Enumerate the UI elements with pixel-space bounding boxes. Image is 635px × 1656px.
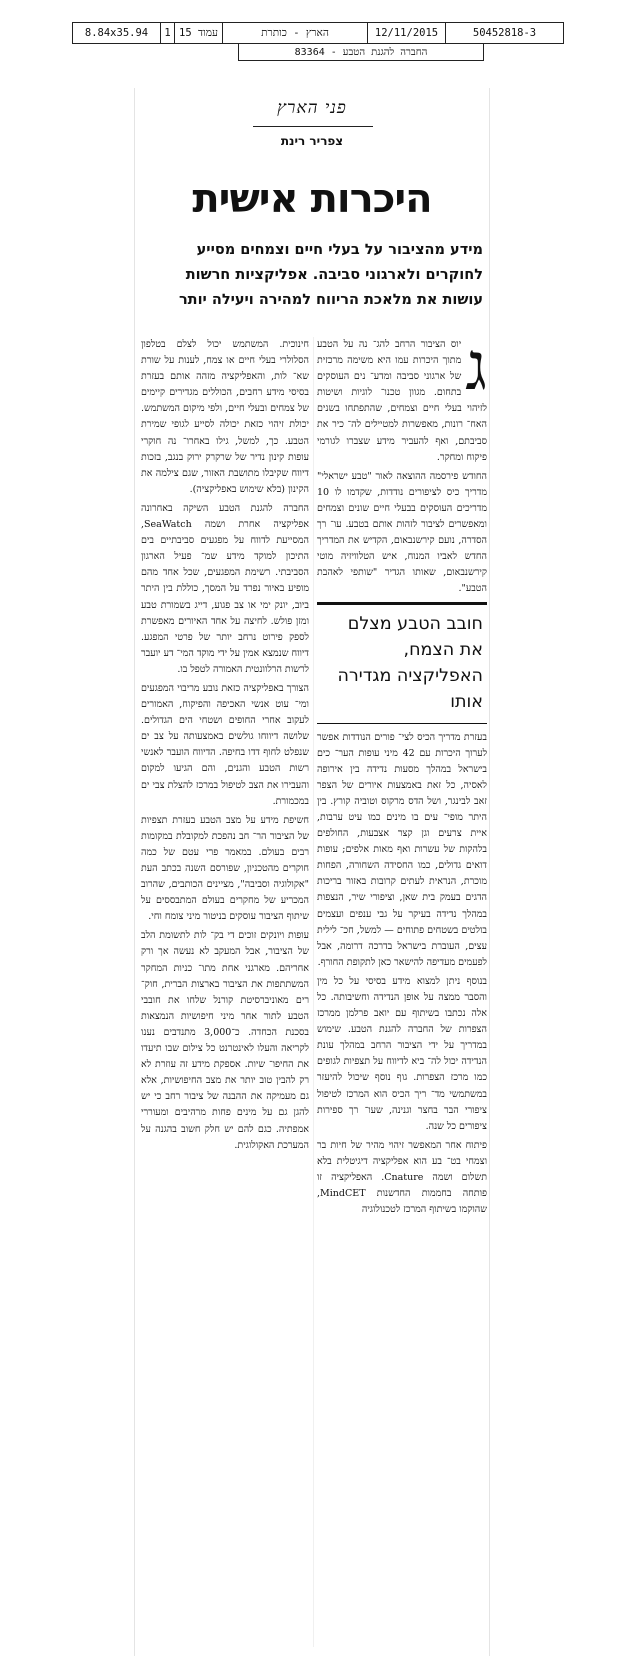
source-cell: הארץ - כותרת bbox=[223, 23, 368, 43]
article-column-left bbox=[141, 337, 309, 1652]
column-divider bbox=[313, 337, 314, 1647]
id-cell: 50452818-3 bbox=[472, 27, 537, 39]
paragraph: חינוכית. המשתמש יכול לצלם בטלפון הסלולרי בעלי חיים או צמח, לענות על שורת שא־ לות, והאפליקציה מזהה אותם בעזרת בסיסי מידע רחבים, הכוללים מגדירים קיימים של צמחים ובעלי חיים, ולפי מיקום המשתמש. יכולת זיהוי כזאת יכולה לסייע לגופי שמירת הטבע. כך, למשל, גילו באחרו־ נה חוקרי עופות קינון נדיר של שרקרק ירוק בנגב, בזכות דיווח שקיבלו מתושבת האזור, שגם צילמה את הקינון (בלא שימוש באפליקציה). bbox=[141, 339, 309, 495]
client-cell: החברה להגנת הטבע - 83364 bbox=[238, 44, 484, 61]
paragraph: החברה להגנת הטבע השיקה באחרונה אפליקציה אחרת ושמה SeaWatch, המסייעת לדווח על מפגעים סביבתיים בים התיכון למוקד מידע שמ־ פעיל הארגון הסביבתי. רשימת המפגעים, שכל אחד מהם מופיע באיור נפרד על המסך, כוללת בין היתר ביוב, יונק ימי או צב פגוע, דייג בשמורת טבע ומזן פולש. לחיצה על אחד האיורים מאפשרת לספק פירוט נרחב יותר של פרטי המפגע. דיווח שנמצא אמין על ידי מוקד המי־ דע יועבר לרשות הרלוונטית האמורה לטפל בו. bbox=[141, 502, 309, 675]
date-cell: 12/11/2015 bbox=[368, 23, 446, 43]
author-byline: צפריר רינת bbox=[280, 134, 344, 148]
paragraph: החודש פירסמה ההוצאה לאור "טבע ישראלי" מדריך כיס לציפורים נודדות, שקדמו לו 10 מדריכים העוסקים בבעלי חיים שונים וצמחים ומאפשרים לציבור לזהות אותם בטבע. עו־ רך הסדרה, נועם קירשנבאום, הקדיש את המדריך החדש לאביו המנוח, איש הטלוויזיה מוטי קירשנבאום, שאותו הגדיר "שותפי לאהבת הטבע". bbox=[317, 470, 487, 595]
paragraph: פיתוח אחר המאפשר זיהוי מהיר של חיות בר וצמחי בט־ בע הוא אפליקציה דיגיטלית בלא תשלום ושמה Cnature. האפליקציה זו פותחה בחממות החדשנות MindCET, שהוקמו בשיתוף המרכז לטכנולוגיה bbox=[317, 1139, 487, 1216]
number-cell: 1 bbox=[161, 23, 175, 43]
page-cell: עמוד 15 bbox=[175, 23, 223, 43]
paragraph-text: יוס הציבור הרחב להג־ נה על הטבע מתוך היכרות עמו היא משימה מרכזית של ארגוני סביבה ומדע־ נים העוסקים בתחום. מגוון טכנו־ לוגיות ושיטות לזיהוי בעלי חיים וצמחים, שהתפתחו בשנים האח־ רונות, מאפשרות למטיילים לה־ כיר את סביבתם, ואף להעביר מידע שצברו לגורמי פיקוח ומחקר. bbox=[317, 339, 487, 463]
rubric-rule bbox=[253, 126, 373, 127]
rubric: פני הארץ bbox=[277, 98, 347, 118]
paragraph bbox=[317, 337, 487, 466]
paragraph: חשיפת מידע על מצב הטבע בעזרת תצפיות של הציבור הר־ חב נהפכת למקובלת במקומות רבים בעולם. במאמר פרי עטם של כמה חוקרים מהטכניון, שפורסם השנה בכתב העת "אקולוגיה וסביבה", מציינים הכותבים, שהרוב המכריע של מחקרים בעולם המתבססים על שיתוף הציבור עוסקים בניטור מיני צומח וחי. bbox=[141, 814, 309, 923]
paragraph: בעזרת מדריך הכיס לצי־ פורים הנודדות אפשר לערוך היכרות עם 42 מיני עופות הער־ כים בישראל במהלך מסעות נדידה בין אירופה לאסיה, כל זאת באמצעות איורים של הצפר זאב לבינגר, ושל הדס מרקוס וטוביה קורץ. בין היתר מופי־ עים בו מינים כמו עיט ערבות, איית צרעים וגן קצר אצבעות, החולפים בלהקות של עשרות ואף מאות אלפים; עופות דואים גדולים, כמו החסידה השחורה, הפחות מוכרת, הנראית לעתים קרובות באזור בריכות הדגים בעמק בית שאן, וציפורי שיר, הנצפות במהלך נדידה בעיקר על גבי ענפים ועצמים בולטים בשטחים פתוחים — למשל, חכ־ לילית עצים, העוברת בישראל בדרכה דרומה, אבל לפעמים מעדיפה להישאר כאן לתקופת החורף. bbox=[317, 731, 487, 968]
article bbox=[134, 88, 490, 1656]
article-column-right bbox=[317, 337, 487, 1652]
paragraph: בנוסף ניתן למצוא מידע בסיסי על כל מין והסבר ממצה על אופן הנדידה וחשיבותה. כל אלה נכתבו בשיתוף עם יואב פרלמן ממרכז הצפרות של החברה להגנת הטבע. שימוש במדריך על ידי הציבור הרחב במהלך עונת הנדידה יכול לה־ ביא לדיווח על תצפיות לגופים כמו מרכז הצפרות. גוף נוסף שיכול להיעזר במשתמשי מד־ ריך הכיס הוא המרכז לטיפול ציפורי הבר בחצר וגנינה, שעו־ רך ספירות ציפורים כל שנה. bbox=[317, 975, 487, 1132]
headline: היכרות אישית bbox=[192, 176, 432, 222]
paragraph: הצורך באפליקציה כזאת נובע מריבוי המפגעים ומי־ עוט אנשי האכיפה והפיקוח, האמורים לעקוב אחרי החופים ושטחי הים הגדולים. שלושה דיווחו גולשים באמצעותה על צב ים שנפלט לחוף דדו בחיפה. הדיווח הועבר לאנשי רשות הטבע והגנים, והם הגיעו למקום והעבירו את הצב לטיפול במרכז להצלת צבי ים במכמורת. bbox=[141, 682, 309, 807]
paragraph: עופות ויונקים זוכים די בק־ לות לתשומת הלב של הציבור, אבל המעקב לא נעשה אך ורק אחריהם. מארגני אחת מתו־ כניות המחקר המשתתפות את הציבור בארצות הברית, חוק־ רים מאוניברסיטת קורנל שלחו את חובבי הטבע לתור אחר מיני חיפושיות הנמצאות בסכנת הכחדה. כ־3,000 מתנדבים נענו לקריאה והעלו לאינטרנט כל צילום שבו תיעדו את החיפו־ שיות. אספקת מידע זה עוזרת לא רק להבין טוב יותר את מצב החיפושיות, אלא גם מעמיקה את ההבנה של ציבור רחב כי יש להגן גם על מינים פחות מרהיבים ומעוררי אמפתיה. כגם להם יש חלק חשוב בהגנה על המערכת האקולוגית. bbox=[141, 930, 309, 1151]
subheadline: מידע מהציבור על בעלי חיים וצמחים מסייע לחוקרים ולארגוני סביבה. אפליקציות חרשות עושות את מלאכת הריווח למהירה ויעילה יותר bbox=[178, 242, 483, 308]
drop-cap: ג bbox=[465, 337, 487, 405]
clipping-header bbox=[72, 22, 564, 44]
size-cell: 8.84x35.94 bbox=[73, 23, 161, 43]
pull-quote: חובב הטבע מצלם את הצמח, האפליקציה מגדירה אותו bbox=[317, 602, 487, 724]
